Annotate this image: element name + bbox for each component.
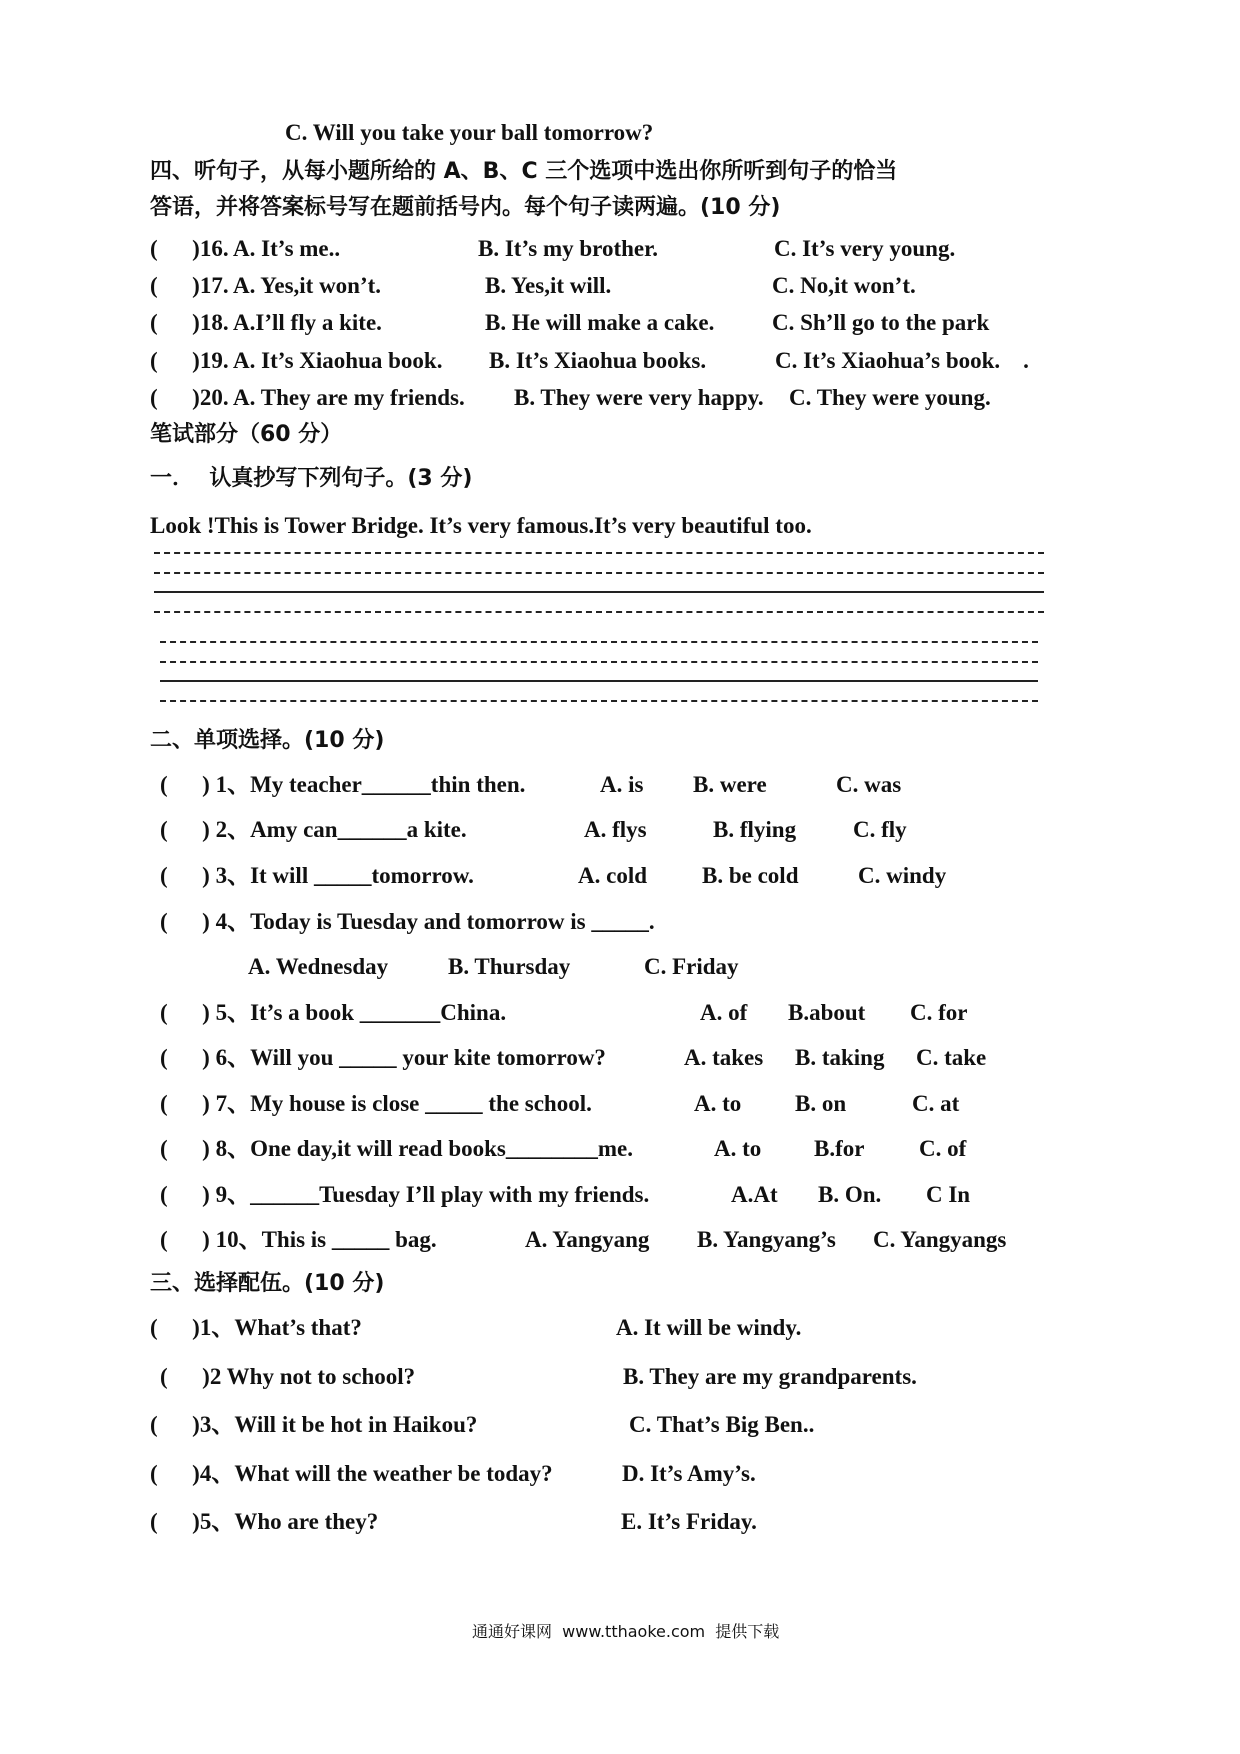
sec4-q16-c: C. It’s very young. [774, 236, 956, 261]
sec2-q9-c: C In [926, 1182, 971, 1207]
sec2-q2-a: A. flys [584, 817, 647, 842]
sec3-q4: ( )4、What will the weather be today? [150, 1461, 553, 1486]
sec2-q6: ( ) 6、Will you _____ your kite tomorrow? [160, 1045, 606, 1070]
sec4-q18-b: B. He will make a cake. [485, 310, 715, 335]
written-part-header: 笔试部分（60 分） [150, 422, 343, 447]
footer-source: 通通好课网 www.tthaoke.com 提供下载 [472, 1622, 780, 1641]
sec3-q2: ( )2 Why not to school? [160, 1364, 416, 1389]
sec2-q10-c: C. Yangyangs [873, 1227, 1007, 1252]
sec4-q16-b: B. It’s my brother. [478, 236, 658, 261]
writing-line [154, 552, 1044, 554]
sec2-q1: ( ) 1、My teacher______thin then. [160, 772, 526, 797]
sec2-q4-b: B. Thursday [448, 954, 571, 979]
writing-line [160, 700, 1038, 702]
writing-line [154, 591, 1044, 593]
sec4-title-line2: 答语，并将答案标号写在题前括号内。每个句子读两遍。(10 分) [150, 195, 781, 220]
sec4-q19-b: B. It’s Xiaohua books. [489, 348, 707, 373]
sec3-answer-b: B. They are my grandparents. [623, 1364, 917, 1389]
sec4-q16-a: ( )16. A. It’s me.. [150, 236, 341, 261]
sec2-q10-a: A. Yangyang [525, 1227, 650, 1252]
sec2-q9-a: A.At [731, 1182, 778, 1207]
sec2-q1-b: B. were [693, 772, 767, 797]
sec2-q8-b: B.for [814, 1136, 865, 1161]
sec2-q4: ( ) 4、Today is Tuesday and tomorrow is _____. [160, 909, 655, 934]
sec4-q18-c: C. Sh’ll go to the park [772, 310, 990, 335]
sec4-q17-c: C. No,it won’t. [772, 273, 916, 298]
sec3-answer-d: D. It’s Amy’s. [622, 1461, 756, 1486]
sec2-q4-a: A. Wednesday [248, 954, 389, 979]
sec2-q8: ( ) 8、One day,it will read books________me. [160, 1136, 634, 1161]
writing-line [154, 572, 1044, 574]
sec2-q6-a: A. takes [684, 1045, 764, 1070]
sec2-q5: ( ) 5、It’s a book _______China. [160, 1000, 507, 1025]
sec2-q7: ( ) 7、My house is close _____ the school. [160, 1091, 592, 1116]
sec2-q6-b: B. taking [795, 1045, 885, 1070]
top-option-c: C. Will you take your ball tomorrow? [285, 120, 654, 145]
sec2-q7-a: A. to [694, 1091, 742, 1116]
sec3-q3: ( )3、Will it be hot in Haikou? [150, 1412, 478, 1437]
sec2-q4-c: C. Friday [644, 954, 739, 979]
sec4-q17-b: B. Yes,it will. [485, 273, 612, 298]
sec2-q9-b: B. On. [818, 1182, 882, 1207]
writing-line [160, 680, 1038, 682]
sec2-q3-b: B. be cold [702, 863, 799, 888]
sec2-q2-c: C. fly [853, 817, 907, 842]
sec4-q20-c: C. They were young. [789, 385, 991, 410]
writing-line [160, 641, 1038, 643]
sec2-title: 二、单项选择。(10 分) [150, 728, 385, 753]
sec2-q7-c: C. at [912, 1091, 960, 1116]
sec3-answer-a: A. It will be windy. [616, 1315, 802, 1340]
sec3-q1: ( )1、What’s that? [150, 1315, 362, 1340]
sec2-q3: ( ) 3、It will _____tomorrow. [160, 863, 474, 888]
sec2-q2-b: B. flying [713, 817, 797, 842]
sec2-q8-c: C. of [919, 1136, 967, 1161]
sec4-q19-a: ( )19. A. It’s Xiaohua book. [150, 348, 443, 373]
sec2-q3-c: C. windy [858, 863, 947, 888]
sec1-title: 一． 认真抄写下列句子。(3 分) [150, 466, 473, 491]
sec4-q17-a: ( )17. A. Yes,it won’t. [150, 273, 382, 298]
sec2-q7-b: B. on [795, 1091, 847, 1116]
sec2-q9: ( ) 9、______Tuesday I’ll play with my friends. [160, 1182, 650, 1207]
sec2-q8-a: A. to [714, 1136, 762, 1161]
sec2-q10: ( ) 10、This is _____ bag. [160, 1227, 437, 1252]
sec2-q2: ( ) 2、Amy can______a kite. [160, 817, 467, 842]
sec3-answer-e: E. It’s Friday. [621, 1509, 757, 1534]
sec2-q5-a: A. of [700, 1000, 748, 1025]
sec2-q1-c: C. was [836, 772, 902, 797]
sec4-q20-b: B. They were very happy. [514, 385, 764, 410]
sec2-q3-a: A. cold [578, 863, 647, 888]
sec4-q19-c: C. It’s Xiaohua’s book. . [775, 348, 1029, 373]
writing-line [154, 611, 1044, 613]
sec3-title: 三、选择配伍。(10 分) [150, 1271, 385, 1296]
sec4-q18-a: ( )18. A.I’ll fly a kite. [150, 310, 382, 335]
sec4-q20-a: ( )20. A. They are my friends. [150, 385, 465, 410]
sec2-q5-c: C. for [910, 1000, 968, 1025]
sec2-q6-c: C. take [916, 1045, 987, 1070]
sec4-title-line1: 四、听句子，从每小题所给的 A、B、C 三个选项中选出你所听到句子的恰当 [150, 159, 898, 184]
sec1-sentence: Look !This is Tower Bridge. It’s very famous.It’s very beautiful too. [150, 513, 812, 538]
sec2-q1-a: A. is [600, 772, 644, 797]
sec3-answer-c: C. That’s Big Ben.. [629, 1412, 815, 1437]
sec2-q5-b: B.about [788, 1000, 866, 1025]
sec2-q10-b: B. Yangyang’s [697, 1227, 836, 1252]
writing-line [160, 661, 1038, 663]
sec3-q5: ( )5、Who are they? [150, 1509, 379, 1534]
